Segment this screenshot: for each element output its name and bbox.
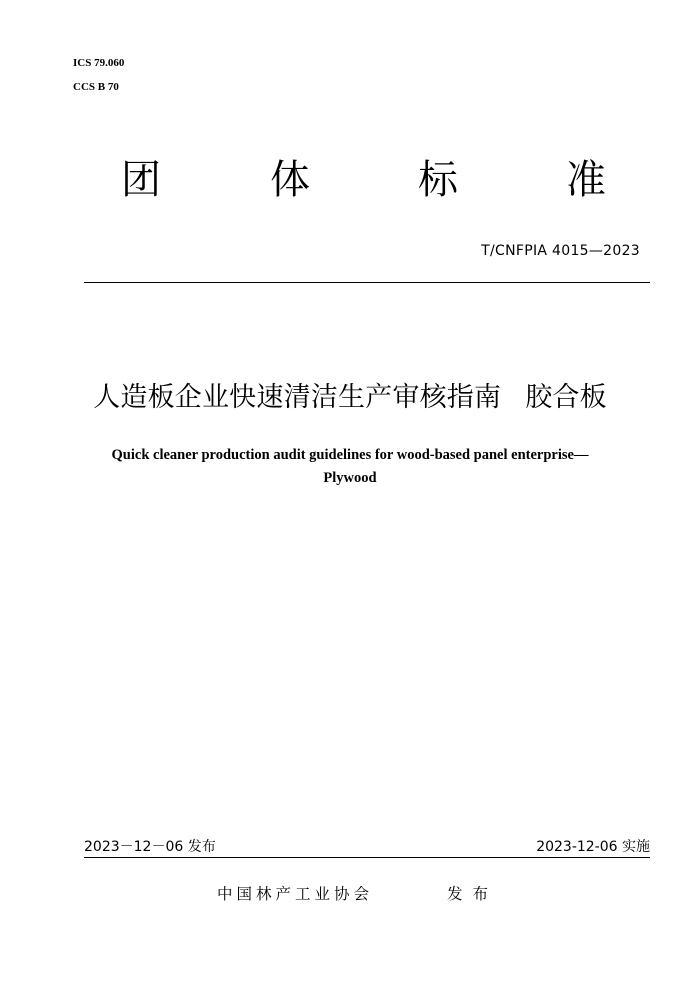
- publication-date: 2023－12－06 发布: [84, 839, 216, 855]
- standard-type-char-3: 标: [418, 157, 458, 203]
- english-title-line-1: Quick cleaner production audit guidelines for wood-based panel enterprise—: [111, 447, 589, 463]
- implementation-date: 2023-12-06 实施: [536, 839, 650, 855]
- release-label: 发布: [447, 885, 499, 903]
- publisher-name: 中国林产工业协会: [217, 885, 374, 903]
- standard-type-char-1: 团: [121, 157, 161, 203]
- english-title-line-2: Plywood: [323, 470, 377, 486]
- chinese-title-main: 人造板企业快速清洁生产审核指南: [93, 382, 502, 413]
- ics-code: ICS 79.060: [73, 57, 125, 69]
- chinese-title-sub: 胶合板: [525, 382, 607, 413]
- ccs-code: CCS B 70: [73, 81, 119, 93]
- english-title: [60, 444, 640, 490]
- chinese-title: [0, 380, 700, 416]
- top-divider: [84, 282, 650, 283]
- standard-type-char-2: 体: [270, 157, 310, 203]
- standard-number: T/CNFPIA 4015—2023: [481, 243, 640, 259]
- bottom-divider: [84, 857, 650, 858]
- standard-type-char-4: 准: [566, 157, 606, 203]
